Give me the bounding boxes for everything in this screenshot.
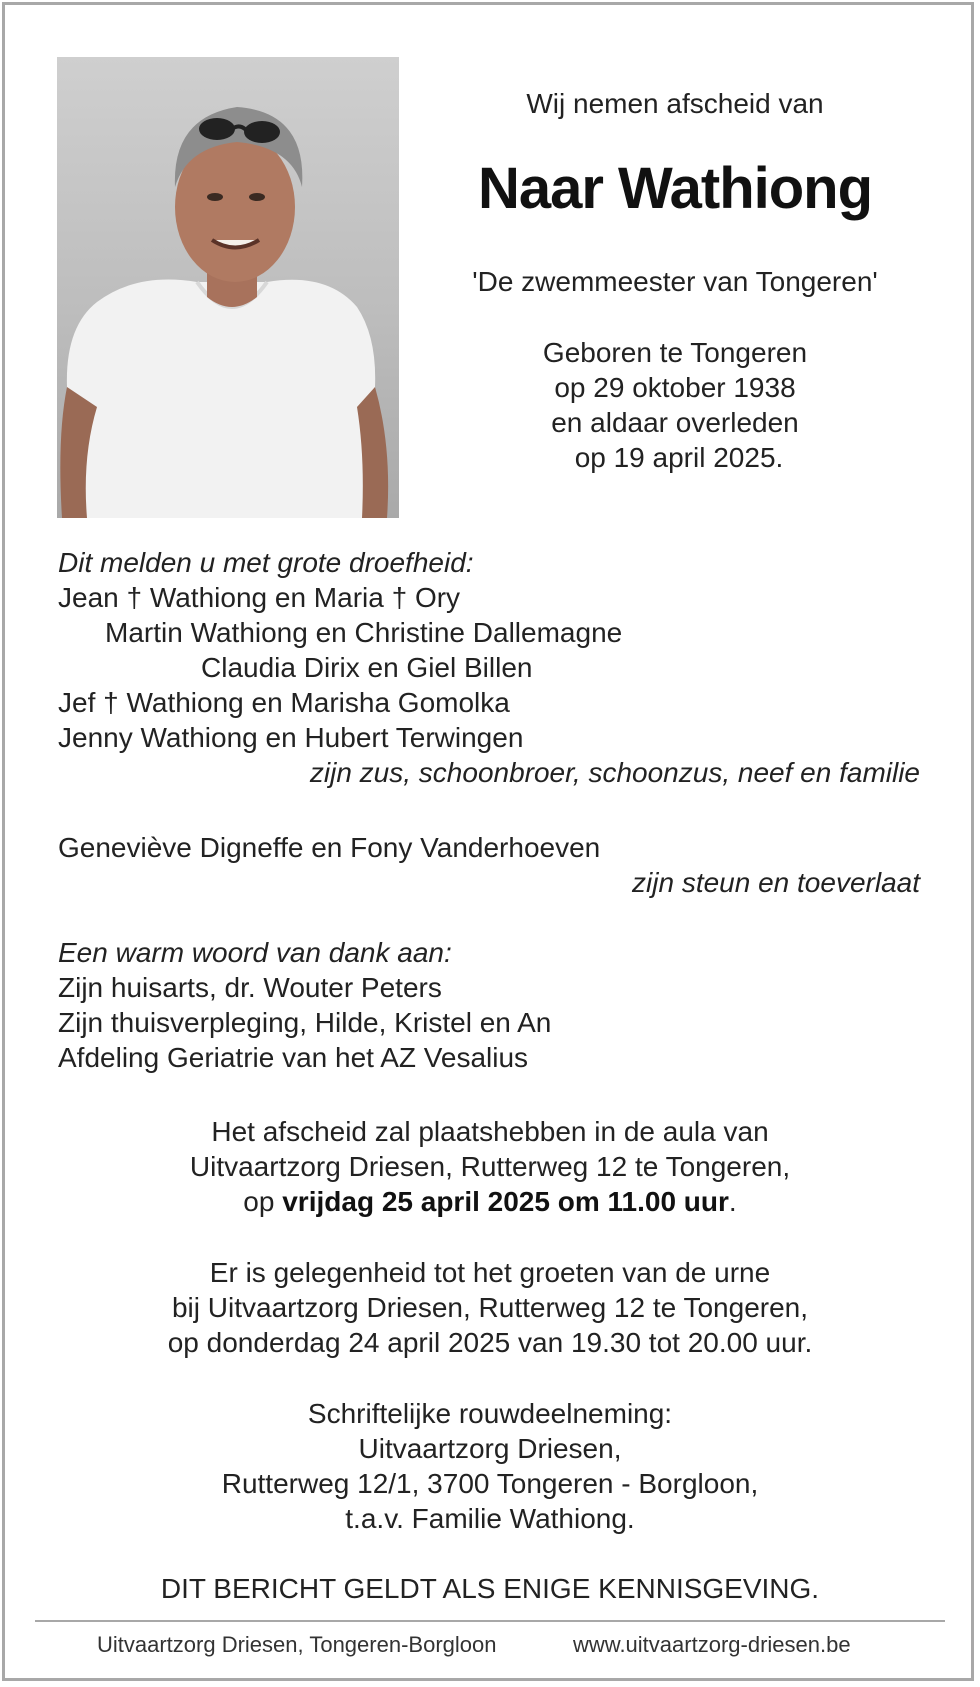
- footer-divider: [35, 1620, 945, 1622]
- date-line: op 29 oktober 1938: [554, 372, 796, 403]
- support-relation: zijn steun en toeverlaat: [632, 867, 920, 898]
- condolence-line: Uitvaartzorg Driesen,: [358, 1433, 622, 1464]
- ceremony-line: Uitvaartzorg Driesen, Rutterweg 12 te Tongeren,: [189, 1151, 791, 1182]
- date-line: en aldaar overleden: [551, 407, 799, 438]
- thanks-line: Zijn thuisverpleging, Hilde, Kristel en An: [58, 1007, 552, 1038]
- intro-text: Wij nemen afscheid van: [526, 88, 824, 119]
- ceremony-date: vrijdag 25 april 2025 om 11.00 uur: [282, 1186, 729, 1217]
- thanks-section: [58, 935, 920, 1085]
- ceremony-section: [60, 1114, 920, 1219]
- support-names: Geneviève Digneffe en Fony Vanderhoeven: [58, 832, 601, 863]
- family-line: Jef † Wathiong en Marisha Gomolka: [58, 687, 510, 718]
- portrait-illustration: [57, 57, 399, 518]
- birth-death-dates: [420, 335, 930, 475]
- portrait-photo: [57, 57, 399, 518]
- urn-section: [60, 1255, 920, 1360]
- notice: DIT BERICHT GELDT ALS ENIGE KENNISGEVING.: [160, 1573, 820, 1604]
- condolence-line: t.a.v. Familie Wathiong.: [345, 1503, 635, 1534]
- condolence-line: Schriftelijke rouwdeelneming:: [307, 1398, 673, 1429]
- date-line: op 19 april 2025.: [574, 442, 784, 473]
- urn-line: bij Uitvaartzorg Driesen, Rutterweg 12 te Tongeren,: [171, 1292, 809, 1323]
- family-line: Jean † Wathiong en Maria † Ory: [58, 582, 461, 613]
- family-line: Jenny Wathiong en Hubert Terwingen: [58, 722, 524, 753]
- urn-line: op donderdag 24 april 2025 van 19.30 tot 20.00 uur.: [167, 1327, 813, 1358]
- family-line: Claudia Dirix en Giel Billen: [201, 652, 533, 683]
- condolence-line: Rutterweg 12/1, 3700 Tongeren - Borgloon,: [221, 1468, 759, 1499]
- family-title: Dit melden u met grote droefheid:: [58, 547, 474, 578]
- nickname: 'De zwemmeester van Tongeren': [472, 266, 878, 297]
- urn-line: Er is gelegenheid tot het groeten van de urne: [209, 1257, 771, 1288]
- ceremony-suffix: .: [728, 1186, 737, 1217]
- family-relation: zijn zus, schoonbroer, schoonzus, neef en familie: [309, 757, 920, 788]
- thanks-line: Afdeling Geriatrie van het AZ Vesalius: [58, 1042, 529, 1073]
- thanks-title: Een warm woord van dank aan:: [58, 937, 452, 968]
- ceremony-datetime: [60, 1184, 920, 1219]
- condolence-section: [60, 1396, 920, 1536]
- support-section: [58, 830, 920, 910]
- footer-company: Uitvaartzorg Driesen, Tongeren-Borgloon: [97, 1632, 497, 1657]
- ceremony-prefix: op: [243, 1186, 283, 1217]
- footer-website[interactable]: www.uitvaartzorg-driesen.be: [573, 1632, 851, 1657]
- family-line: Martin Wathiong en Christine Dallemagne: [105, 617, 623, 648]
- deceased-name: Naar Wathiong: [477, 156, 873, 221]
- date-line: Geboren te Tongeren: [542, 337, 808, 368]
- ceremony-line: Het afscheid zal plaatshebben in de aula van: [211, 1116, 769, 1147]
- thanks-line: Zijn huisarts, dr. Wouter Peters: [58, 972, 442, 1003]
- family-section: [58, 545, 920, 805]
